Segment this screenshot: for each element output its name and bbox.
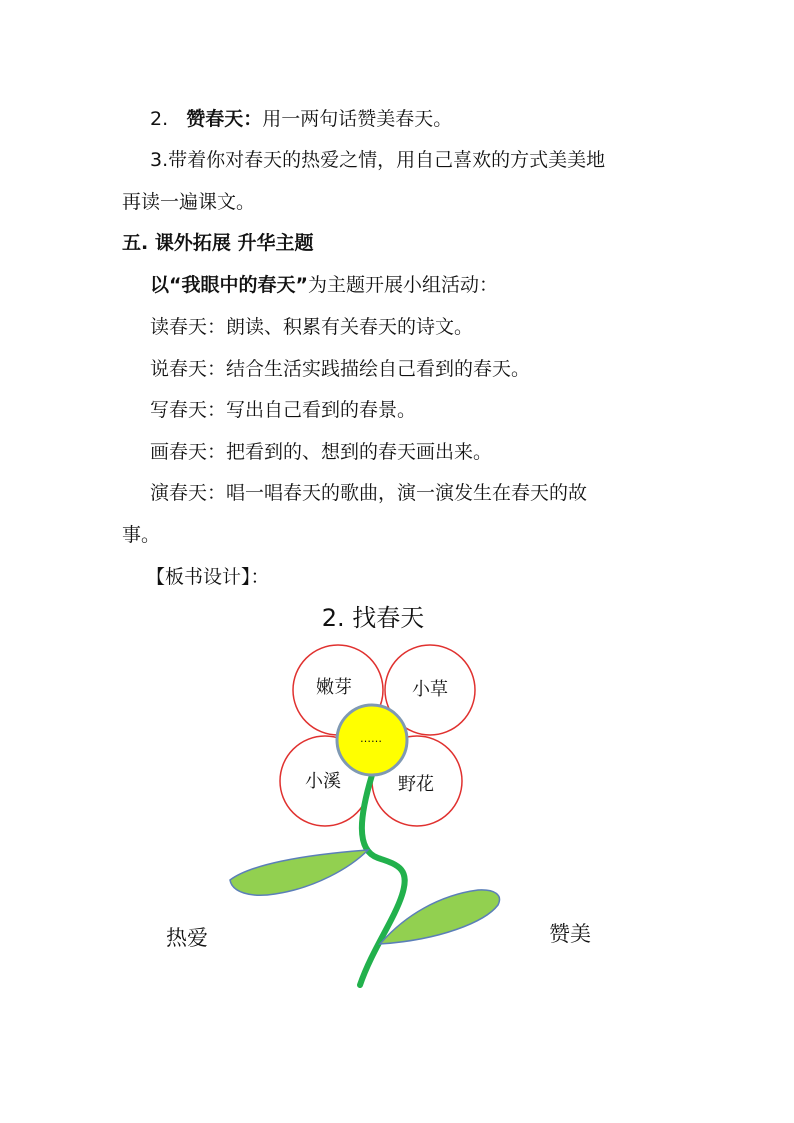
- board-title: 2. 找春天: [321, 604, 425, 632]
- activity-text: 说春天：结合生活实践描绘自己看到的春天。: [150, 358, 531, 380]
- item-heading: 赞春天：: [186, 108, 263, 130]
- section-title: 五. 课外拓展 升华主题: [122, 232, 314, 254]
- petal-label-wildflower: 野花: [398, 774, 434, 795]
- activity-text: 画春天：把看到的、想到的春天画出来。: [150, 441, 493, 463]
- activity-text: 读春天：朗读、积累有关春天的诗文。: [150, 316, 474, 338]
- activity-text: 演春天：唱一唱春天的歌曲，演一演发生在春天的故: [150, 482, 588, 504]
- item-text: 带着你对春天的热爱之情，用自己喜欢的方式美美地: [168, 149, 606, 171]
- activity-text: 写春天：写出自己看到的春景。: [150, 399, 417, 421]
- activity-text: 事。: [122, 524, 161, 546]
- intro-theme: “我眼中的春天”: [169, 274, 308, 296]
- item-text: 用一两句话赞美春天。: [262, 108, 453, 130]
- word-praise: 赞美: [549, 922, 591, 946]
- intro-text: 为主题开展小组活动：: [308, 274, 499, 296]
- center-label: ……: [360, 732, 382, 745]
- item-number: 3.: [150, 149, 169, 171]
- word-love: 热爱: [166, 926, 208, 950]
- intro-bold-prefix: 以: [150, 274, 170, 296]
- leaf-left: [230, 850, 368, 895]
- board-design-text: 【板书设计】：: [146, 566, 270, 588]
- item-number: 2.: [150, 108, 169, 130]
- petal-label-grass: 小草: [412, 679, 448, 700]
- item-text: 再读一遍课文。: [122, 191, 256, 213]
- petal-label-stream: 小溪: [305, 771, 341, 792]
- petal-label-tender-bud: 嫩芽: [316, 677, 352, 698]
